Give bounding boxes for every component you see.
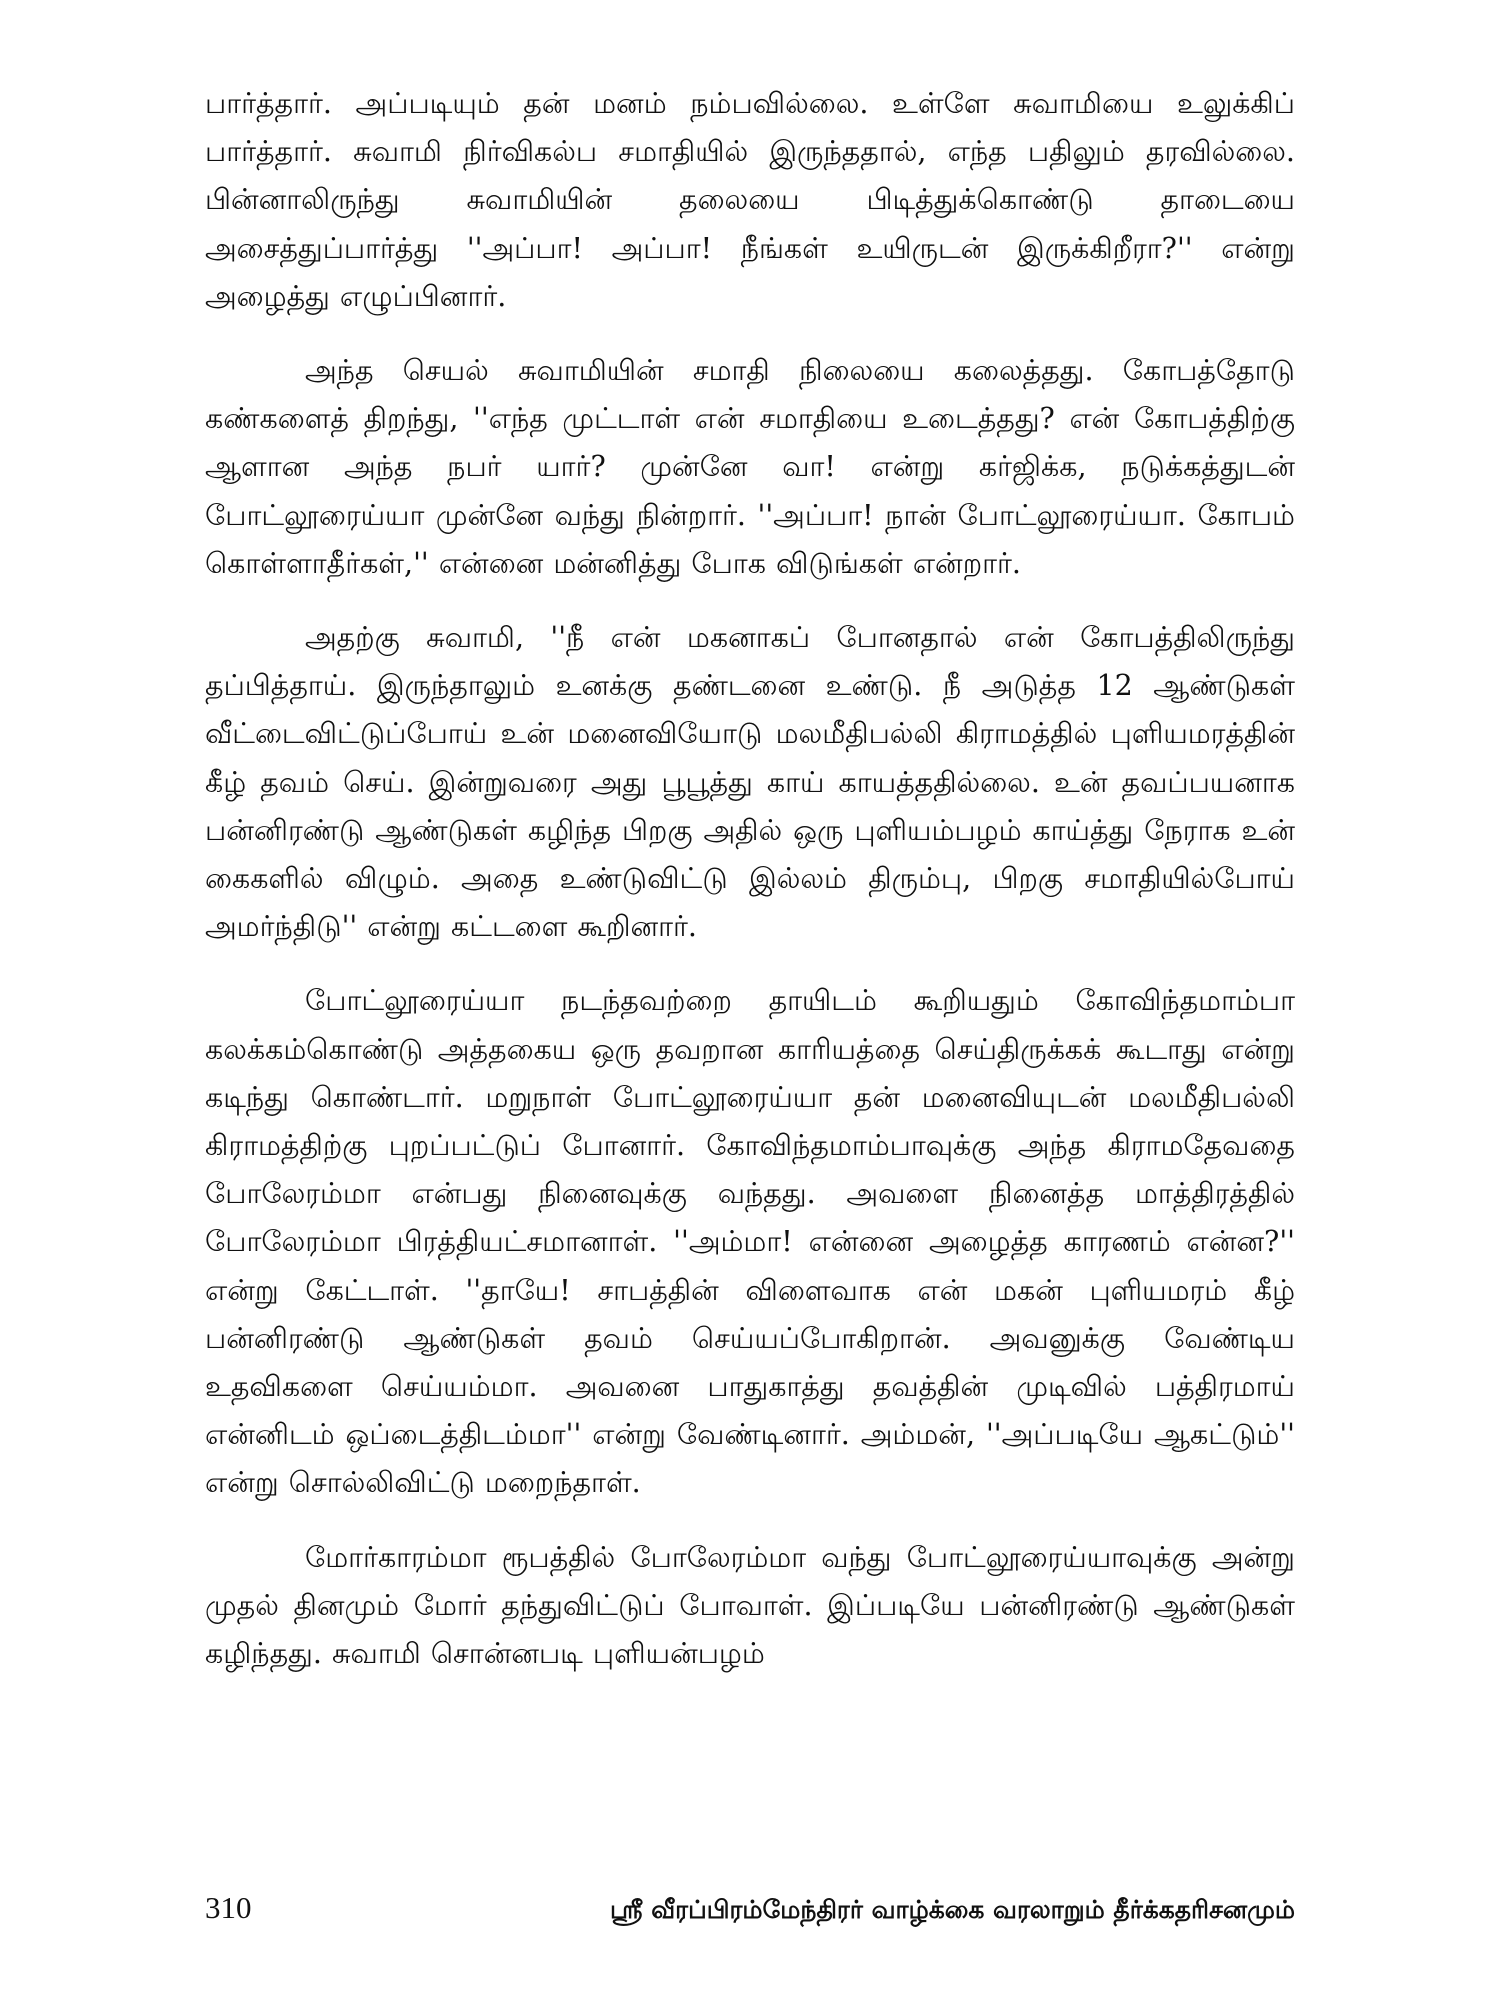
paragraph-1: பார்த்தார். அப்படியும் தன் மனம் நம்பவில்லை. உள்ளே சுவாமியை உலுக்கிப் பார்த்தார். சுவாமி நிர்விகல்ப சமாதியில் இருந்ததால், எந்த பதிலும் தரவில்லை. பின்னாலிருந்து சுவாமியின் தலையை பிடித்துக்கொண்டு தாடையை அசைத்துப்பார்த்து ''அப்பா! அப்பா! நீங்கள் உயிருடன் இருக்கிறீரா?'' என்று அழைத்து எழுப்பினார். [205,87,1295,313]
page-footer [205,1890,1295,1940]
body-text [205,80,1295,1678]
running-title: ஸ்ரீ வீரப்பிரம்மேந்திரர் வாழ்க்கை வரலாறும் தீர்க்கதரிசனமும் [610,1895,1295,1924]
paragraph-2: அந்த செயல் சுவாமியின் சமாதி நிலையை கலைத்தது. கோபத்தோடு கண்களைத் திறந்து, ''எந்த முட்டாள் என் சமாதியை உடைத்தது? என் கோபத்திற்கு ஆளான அந்த நபர் யார்? முன்னே வா! என்று கர்ஜிக்க, நடுக்கத்துடன் போட்லூரைய்யா முன்னே வந்து நின்றார். ''அப்பா! நான் போட்லூரைய்யா. கோபம் கொள்ளாதீர்கள்,'' என்னை மன்னித்து போக விடுங்கள் என்றார். [205,354,1295,580]
paragraph-5: மோர்காரம்மா ரூபத்தில் போலேரம்மா வந்து போட்லூரைய்யாவுக்கு அன்று முதல் தினமும் மோர் தந்துவிட்டுப் போவாள். இப்படியே பன்னிரண்டு ஆண்டுகள் கழிந்தது. சுவாமி சொன்னபடி புளியன்பழம் [205,1540,1295,1671]
paragraph-3: அதற்கு சுவாமி, ''நீ என் மகனாகப் போனதால் என் கோபத்திலிருந்து தப்பித்தாய். இருந்தாலும் உனக்கு தண்டனை உண்டு. நீ அடுத்த 12 ஆண்டுகள் வீட்டைவிட்டுப்போய் உன் மனைவியோடு மலமீதிபல்லி கிராமத்தில் புளியமரத்தின் கீழ் தவம் செய். இன்றுவரை அது பூபூத்து காய் காயத்ததில்லை. உன் தவப்பயனாக பன்னிரண்டு ஆண்டுகள் கழிந்த பிறகு அதில் ஒரு புளியம்பழம் காய்த்து நேராக உன் கைகளில் விழும். அதை உண்டுவிட்டு இல்லம் திரும்பு, பிறகு சமாதியில்போய் அமர்ந்திடு'' என்று கட்டளை கூறினார். [205,621,1295,944]
book-page [205,80,1295,1980]
paragraph-4: போட்லூரைய்யா நடந்தவற்றை தாயிடம் கூறியதும் கோவிந்தமாம்பா கலக்கம்கொண்டு அத்தகைய ஒரு தவறான காரியத்தை செய்திருக்கக் கூடாது என்று கடிந்து கொண்டார். மறுநாள் போட்லூரைய்யா தன் மனைவியுடன் மலமீதிபல்லி கிராமத்திற்கு புறப்பட்டுப் போனார். கோவிந்தமாம்பாவுக்கு அந்த கிராமதேவதை போலேரம்மா என்பது நினைவுக்கு வந்தது. அவளை நினைத்த மாத்திரத்தில் போலேரம்மா பிரத்தியட்சமானாள். ''அம்மா! என்னை அழைத்த காரணம் என்ன?'' என்று கேட்டாள். ''தாயே! சாபத்தின் விளைவாக என் மகன் புளியமரம் கீழ் பன்னிரண்டு ஆண்டுகள் தவம் செய்யப்போகிறான். அவனுக்கு வேண்டிய உதவிகளை செய்யம்மா. அவனை பாதுகாத்து தவத்தின் முடிவில் பத்திரமாய் என்னிடம் ஒப்டைத்திடம்மா'' என்று வேண்டினார். அம்மன், ''அப்படியே ஆகட்டும்'' என்று சொல்லிவிட்டு மறைந்தாள். [205,984,1295,1500]
page-number: 310 [205,1890,252,1925]
